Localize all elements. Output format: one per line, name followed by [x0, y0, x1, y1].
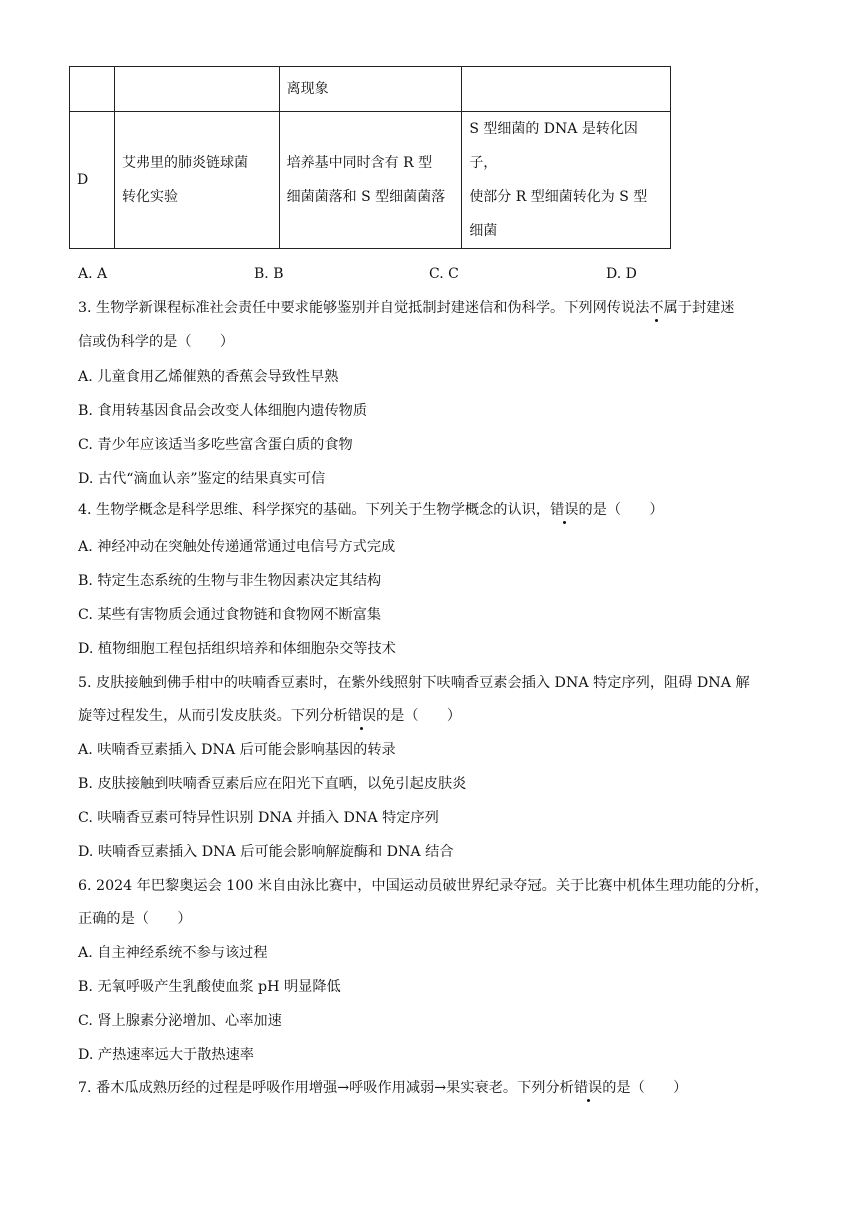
q7-stem	[78, 1077, 798, 1099]
cell-line: 转化实验	[121, 189, 178, 205]
cell-line: 细菌菌落和 S 型细菌菌落	[286, 189, 446, 205]
cell-line: S 型细菌的 DNA 是转化因子，	[469, 121, 638, 171]
stem-text: 4. 生物学概念是科学思维、科学探究的基础。下列关于生物学概念的认识，	[78, 502, 551, 518]
option-b[interactable]: B. B	[254, 266, 284, 282]
option-a[interactable]: A. A	[78, 266, 108, 282]
stem-text: 7. 番木瓜成熟历经的过程是呼吸作用增强→呼吸作用减弱→果实衰老。下列分析	[78, 1080, 574, 1096]
cell-line: 艾弗里的肺炎链球菌	[121, 155, 248, 171]
q5-stem-line2	[78, 705, 798, 727]
q4-option-c[interactable]: C. 某些有害物质会通过食物链和食物网不断富集	[78, 607, 382, 623]
row-label: D	[77, 172, 89, 188]
q3-stem-line2: 信或伪科学的是（ ）	[78, 334, 235, 350]
q6-stem-line1: 6. 2024 年巴黎奥运会 100 米自由泳比赛中，中国运动员破世界纪录夺冠。关于比赛中机体生理功能的分析，	[78, 878, 769, 894]
experiment-table	[69, 66, 671, 249]
q2-options	[78, 266, 778, 288]
q6-option-c[interactable]: C. 肾上腺素分泌增加、心率加速	[78, 1013, 282, 1029]
table-cell-observation	[279, 112, 462, 249]
stem-text: 属于封建迷	[663, 300, 735, 316]
q6-option-b[interactable]: B. 无氧呼吸产生乳酸使血浆 pH 明显降低	[78, 979, 341, 995]
table-row	[70, 67, 671, 112]
emphasis-text: 错误	[550, 499, 578, 521]
table-cell-text: 离现象	[286, 81, 329, 97]
option-c[interactable]: C. C	[429, 266, 459, 282]
emphasis-text: 不	[649, 297, 663, 319]
option-d[interactable]: D. D	[606, 266, 637, 282]
stem-text: 3. 生物学新课程标准社会责任中要求能够鉴别并自觉抵制封建迷信和伪科学。下列网传说法	[78, 300, 650, 316]
table-cell	[114, 67, 279, 112]
cell-line: 培养基中同时含有 R 型	[286, 155, 433, 171]
q5-option-a[interactable]: A. 呋喃香豆素插入 DNA 后可能会影响基因的转录	[78, 742, 396, 758]
cell-line: 使部分 R 型细菌转化为 S 型	[469, 189, 648, 205]
table-cell-experiment	[114, 112, 279, 249]
table-cell-conclusion	[462, 112, 671, 249]
q5-option-d[interactable]: D. 呋喃香豆素插入 DNA 后可能会影响解旋酶和 DNA 结合	[78, 844, 454, 860]
q3-option-b[interactable]: B. 食用转基因食品会改变人体细胞内遗传物质	[78, 403, 368, 419]
q4-option-b[interactable]: B. 特定生态系统的生物与非生物因素决定其结构	[78, 573, 382, 589]
table-cell	[70, 67, 115, 112]
table-cell	[279, 67, 462, 112]
q3-stem-line1	[78, 297, 798, 319]
q6-stem-line2: 正确的是（ ）	[78, 911, 192, 927]
q3-option-c[interactable]: C. 青少年应该适当多吃些富含蛋白质的食物	[78, 437, 353, 453]
q5-option-c[interactable]: C. 呋喃香豆素可特异性识别 DNA 并插入 DNA 特定序列	[78, 810, 439, 826]
stem-text: 的是（ ）	[375, 708, 462, 724]
stem-text: 旋等过程发生，从而引发皮肤炎。下列分析	[78, 708, 348, 724]
stem-text: 的是（ ）	[602, 1080, 688, 1096]
table-cell-label	[70, 112, 115, 249]
q3-option-d[interactable]: D. 古代“滴血认亲”鉴定的结果真实可信	[78, 471, 326, 487]
table-cell	[462, 67, 671, 112]
table-row	[70, 112, 671, 249]
q5-stem-line1: 5. 皮肤接触到佛手柑中的呋喃香豆素时，在紫外线照射下呋喃香豆素会插入 DNA 特定序列，阻碍 DNA 解	[78, 675, 750, 691]
emphasis-text: 错误	[348, 705, 376, 727]
q4-option-d[interactable]: D. 植物细胞工程包括组织培养和体细胞杂交等技术	[78, 641, 396, 657]
q4-option-a[interactable]: A. 神经冲动在突触处传递通常通过电信号方式完成	[78, 539, 396, 555]
q6-option-a[interactable]: A. 自主神经系统不参与该过程	[78, 945, 268, 961]
q3-option-a[interactable]: A. 儿童食用乙烯催熟的香蕉会导致性早熟	[78, 369, 339, 385]
q5-option-b[interactable]: B. 皮肤接触到呋喃香豆素后应在阳光下直晒，以免引起皮肤炎	[78, 776, 467, 792]
stem-text: 的是（ ）	[578, 502, 664, 518]
q4-stem	[78, 499, 798, 521]
q6-option-d[interactable]: D. 产热速率远大于散热速率	[78, 1047, 254, 1063]
cell-line: 细菌	[469, 223, 498, 239]
emphasis-text: 错误	[574, 1077, 602, 1099]
